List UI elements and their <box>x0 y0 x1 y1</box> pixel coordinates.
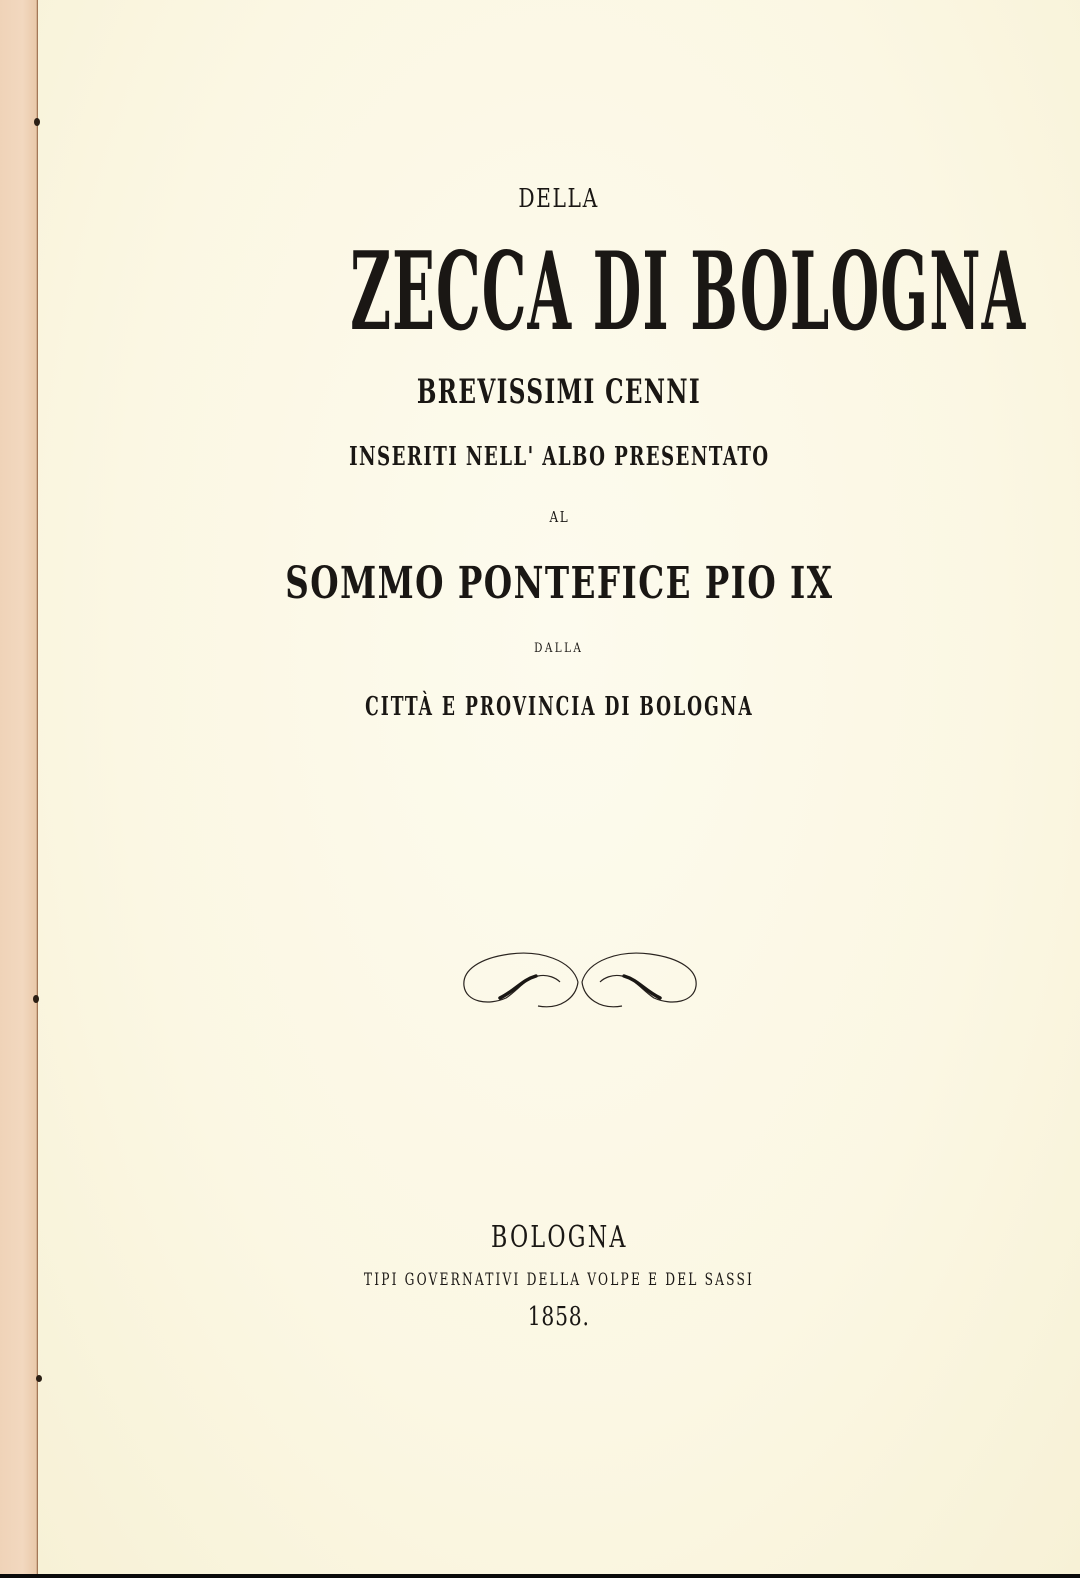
heading-della: DELLA <box>518 184 600 214</box>
scroll-ornament-icon <box>460 940 700 1020</box>
paper-speck <box>33 995 39 1003</box>
imprint-year: 1858. <box>528 1302 590 1332</box>
inserted-line: INSERITI NELL' ALBO PRESENTATO <box>348 442 770 472</box>
scan-bottom-edge <box>0 1574 1080 1578</box>
dalla-line: DALLA <box>534 641 584 656</box>
main-title: ZECCA DI BOLOGNA <box>350 229 1027 355</box>
imprint-city: BOLOGNA <box>490 1220 628 1255</box>
imprint-printer: TIPI GOVERNATIVI DELLA VOLPE E DEL SASSI <box>363 1270 755 1290</box>
paper-speck <box>34 118 40 126</box>
paper-speck <box>36 1375 42 1382</box>
recipient-line: SOMMO PONTEFICE PIO IX <box>284 558 834 609</box>
al-line: AL <box>549 508 569 526</box>
book-spine-edge <box>0 0 38 1578</box>
subtitle: BREVISSIMI CENNI <box>416 372 702 412</box>
from-line: CITTÀ E PROVINCIA DI BOLOGNA <box>364 692 754 722</box>
